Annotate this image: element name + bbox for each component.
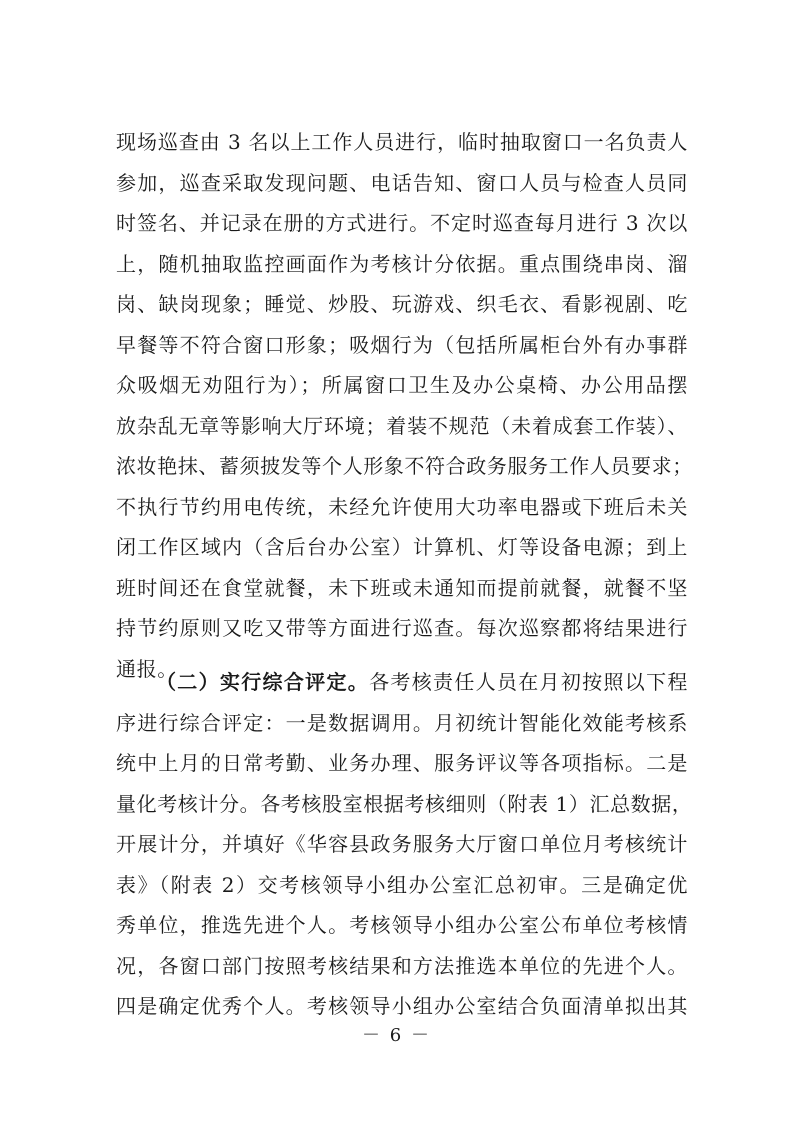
- paragraph-comprehensive-evaluation: [116, 662, 693, 1027]
- section-first-line-text: 各考核责任人员在月初按照以下程: [369, 670, 689, 694]
- text-line: 参加，巡查采取发现问题、电话告知、窗口人员与检查人员同: [116, 170, 688, 195]
- text-line: 四是确定优秀个人。考核领导小组办公室结合负面清单拟出其: [116, 994, 688, 1018]
- text-line: 众吸烟无劝阻行为）；所属窗口卫生及办公桌椅、办公用品摆: [116, 373, 688, 397]
- text-line: 序进行综合评定：一是数据调用。月初统计智能化效能考核系: [116, 710, 688, 735]
- text-line: 秀单位，推选先进个人。考核领导小组办公室公布单位考核情: [116, 913, 688, 937]
- page-number: － 6 －: [362, 1025, 431, 1046]
- text-line: 班时间还在食堂就餐，未下班或未通知而提前就餐，就餐不坚: [116, 575, 688, 600]
- text-line: 浓妆艳抹、蓄须披发等个人形象不符合政务服务工作人员要求；: [116, 454, 693, 478]
- text-line: 现场巡查由 3 名以上工作人员进行，临时抽取窗口一名负责人: [116, 130, 688, 154]
- section-first-line: [116, 662, 688, 703]
- text-line: 时签名、并记录在册的方式进行。不定时巡查每月进行 3 次以: [116, 211, 688, 235]
- text-line: 况，各窗口部门按照考核结果和方法推选本单位的先进个人。: [116, 953, 688, 978]
- text-line: 持节约原则又吃又带等方面进行巡查。每次巡察都将结果进行: [116, 616, 688, 640]
- text-line: 放杂乱无章等影响大厅环境；着装不规范（未着成套工作装）、: [116, 413, 688, 438]
- text-line: 岗、缺岗现象；睡觉、炒股、玩游戏、织毛衣、看影视剧、吃: [116, 292, 688, 316]
- text-line: 量化考核计分。各考核股室根据考核细则（附表 1）汇总数据，: [116, 791, 693, 816]
- text-line: 闭工作区域内（含后台办公室）计算机、灯等设备电源；到上: [116, 535, 688, 559]
- text-line: 统中上月的日常考勤、业务办理、服务评议等各项指标。二是: [116, 751, 688, 775]
- section-heading: （二）实行综合评定。: [156, 670, 370, 694]
- text-line: 开展计分，并填好《华容县政务服务大厅窗口单位月考核统计: [116, 832, 688, 856]
- text-line: 上，随机抽取监控画面作为考核计分依据。重点围绕串岗、溜: [116, 251, 688, 276]
- paragraph-inspection: [116, 122, 693, 689]
- text-line: 通报。: [116, 656, 178, 681]
- text-line: 早餐等不符合窗口形象；吸烟行为（包括所属柜台外有办事群: [116, 332, 688, 357]
- text-line: 不执行节约用电传统，未经允许使用大功率电器或下班后未关: [116, 494, 688, 519]
- text-line: 表》（附表 2）交考核领导小组办公室汇总初审。三是确定优: [116, 872, 688, 897]
